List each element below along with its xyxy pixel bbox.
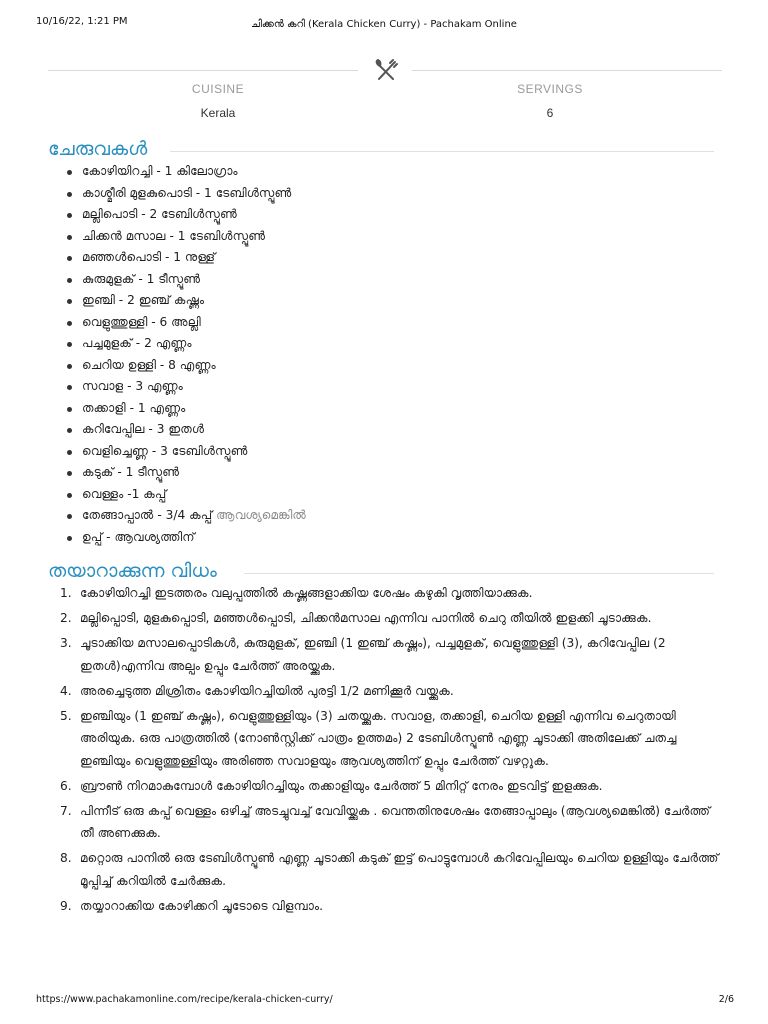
ingredient-item [62,312,702,334]
divider-line-left [48,70,358,71]
ingredient-text: കുരുമുളക് - 1 ടീസ്പൂൺ [82,271,201,286]
ingredient-text: വെളുത്തുള്ളി - 6 അല്ലി [82,314,201,329]
method-step [60,847,720,892]
ingredient-text: ചിക്കൻ മസാല - 1 ടേബിൾസ്പൂൺ [82,228,266,243]
ingredient-item [62,527,702,549]
method-step [60,895,720,918]
step-text: ചൂടാക്കിയ മസാലപ്പൊടികൾ, കുരുമുളക്, ഇഞ്ചി (1 ഇഞ്ച് കഷ്ണം), പച്ചമുളക്, വെളുത്തുള്ളി (3), കറിവേപ്പില (2 ഇതൾ)എന്നിവ അല്പം ഉപ്പും ചേർത്ത് അരയ്ക്കുക. [80,635,666,673]
ingredient-text: മഞ്ഞൾപൊടി - 1 നുള്ള് [82,250,216,264]
ingredient-text: ചെറിയ ഉള്ളി - 8 എണ്ണം [82,357,216,372]
print-datetime: 10/16/22, 1:21 PM [36,16,128,27]
ingredient-text: കറിവേപ്പില - 3 ഇതൾ [82,422,205,436]
method-steps [60,582,720,920]
ingredient-item [62,505,702,527]
ingredient-item [62,204,702,226]
step-number: 9. [60,898,72,913]
print-header [0,16,768,32]
method-rule [244,573,714,574]
ingredient-item [62,247,702,269]
ingredient-item [62,398,702,420]
step-text: കോഴിയിറച്ചി ഇടത്തരം വലുപ്പത്തിൽ കഷ്ണങ്ങളാക്കിയ ശേഷം കഴുകി വൃത്തിയാക്കുക. [80,586,533,600]
method-step [60,680,720,703]
ingredient-item [62,376,702,398]
ingredient-text: ഇഞ്ചി - 2 ഇഞ്ച് കഷ്ണം [82,293,205,307]
step-text: തയ്യാറാക്കിയ കോഴിക്കറി ചൂടോടെ വിളമ്പാം. [80,898,323,913]
step-number: 8. [60,851,72,866]
step-number: 7. [60,803,72,818]
method-step [60,800,720,845]
ingredient-text: പച്ചമുളക് - 2 എണ്ണം [82,336,192,350]
ingredient-text: വെള്ളം -1 കപ്പ് [82,486,167,501]
step-text: മറ്റൊരു പാനിൽ ഒരു ടേബിൾസ്പൂൺ എണ്ണ ചൂടാക്കി കടുക് ഇട്ട് പൊട്ടുമ്പോൾ കറിവേപ്പിലയും ചെറിയ ഉള്ളിയും ചേർത്ത് മൂപ്പിച്ച് കറിയിൽ ചേർക്കുക. [80,851,719,888]
ingredient-text: ഉപ്പ് - ആവശ്യത്തിന് [82,529,195,544]
step-text: മല്ലിപ്പൊടി, മുളകുപ്പൊടി, മഞ്ഞൾപ്പൊടി, ചിക്കൻമസാല എന്നിവ പാനിൽ ചെറു തീയിൽ ഇളക്കി ചൂടാക്കുക. [80,610,652,625]
ingredient-note: ആവശ്യമെങ്കിൽ [216,508,306,522]
ingredient-item [62,355,702,377]
step-number: 4. [60,683,72,698]
method-step [60,582,720,605]
ingredient-text: തക്കാളി - 1 എണ്ണം [82,400,186,415]
ingredient-text: സവാള - 3 എണ്ണം [82,379,183,393]
method-step [60,775,720,798]
ingredients-title: ചേരുവകൾ [48,138,148,160]
ingredient-item [62,226,702,248]
servings-label: SERVINGS [517,82,583,96]
ingredient-item [62,419,702,441]
ingredient-item [62,161,702,183]
ingredient-text: കോഴിയിറച്ചി - 1 കിലോഗ്രാം [82,164,238,178]
step-text: അരച്ചെടുത്ത മിശ്രിതം കോഴിയിറച്ചിയിൽ പുരട്ടി 1/2 മണിക്കൂർ വയ്ക്കുക. [80,683,454,698]
step-text: ഇഞ്ചിയും (1 ഇഞ്ച് കഷ്ണം), വെളുത്തുള്ളിയും (3) ചതയ്ക്കുക. സവാള, തക്കാളി, ചെറിയ ഉള്ളി എന്നിവ ചെറുതായി അരിയുക. ഒരു പാത്രത്തിൽ (നോൺസ്റ്റിക്ക് പാത്രം ഉത്തമം) 2 ടേബിൾസ്പൂൺ എണ്ണ ചൂടാക്കി അതിലേക്ക് ചതച്ച ഇഞ്ചിയും വെളുത്തുള്ളിയും അരിഞ്ഞ സവാളയും ആവശ്യത്തിന് ഉപ്പും ചേർത്ത് വഴറ്റുക. [80,708,677,768]
ingredient-item [62,441,702,463]
recipe-meta-divider [48,58,722,84]
step-number: 1. [60,586,72,600]
ingredient-item [62,290,702,312]
ingredient-text: മല്ലിപൊടി - 2 ടേബിൾസ്പൂൺ [82,207,238,221]
servings-value: 6 [546,106,554,120]
ingredient-text: തേങ്ങാപ്പാൽ - 3/4 കപ്പ് [82,508,213,522]
ingredient-text: വെളിച്ചെണ്ണ - 3 ടേബിൾസ്പൂൺ [82,443,248,458]
ingredient-text: കടുക് - 1 ടീസ്പൂൺ [82,465,180,479]
ingredient-item [62,333,702,355]
fork-knife-icon [373,58,399,84]
cuisine-value: Kerala [200,106,236,120]
ingredient-item [62,269,702,291]
ingredient-item [62,484,702,506]
step-text: ബ്രൗൺ നിറമാകുമ്പോൾ കോഴിയിറച്ചിയും തക്കാളിയും ചേർത്ത് 5 മിനിറ്റ് നേരം ഇടവിട്ട് ഇളക്കുക. [80,778,603,793]
ingredients-rule [170,151,714,152]
ingredient-item [62,183,702,205]
step-number: 6. [60,778,72,793]
step-text: പിന്നീട് ഒരു കപ്പ് വെള്ളം ഒഴിച്ച് അടച്ചുവച്ച് വേവിയ്ക്കുക . വെന്തതിനുശേഷം തേങ്ങാപ്പാലും (ആവശ്യമെങ്കിൽ) ചേർത്ത് തീ അണക്കുക. [80,803,711,841]
ingredient-item [62,462,702,484]
page-number: 2/6 [718,994,734,1005]
step-number: 2. [60,610,72,625]
print-page-title: ചിക്കൻ കറി (Kerala Chicken Curry) - Pachakam Online [251,19,517,30]
ingredients-list [62,161,702,548]
cuisine-label: CUISINE [191,82,245,96]
method-step [60,705,720,773]
method-step [60,632,720,677]
cuisine-block [118,82,318,120]
step-number: 5. [60,708,72,723]
ingredient-text: കാശ്മീരി മുളകുപൊടി - 1 ടേബിൾസ്പൂൺ [82,185,292,200]
divider-line-right [412,70,722,71]
servings-block [450,82,650,120]
step-number: 3. [60,635,72,650]
method-title: തയാറാക്കുന്ന വിധം [48,560,217,582]
method-step [60,607,720,630]
print-url: https://www.pachakamonline.com/recipe/kerala-chicken-curry/ [36,994,333,1005]
